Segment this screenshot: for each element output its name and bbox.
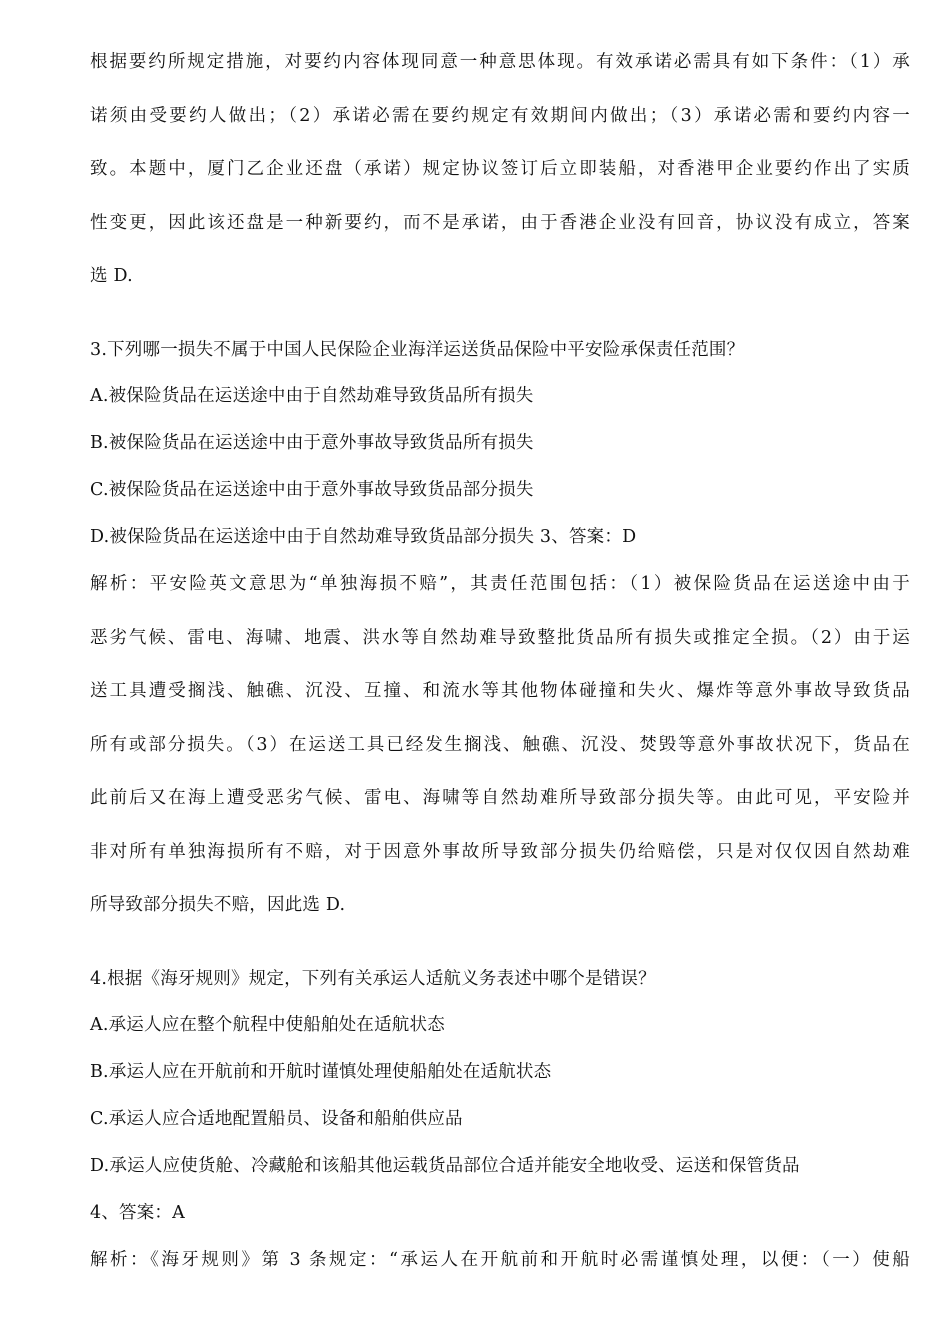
q3-analysis-line: 恶劣气候、雷电、海啸、地震、洪水等自然劫难导致整批货品所有损失或推定全损。（2）由于运 [90,628,910,648]
q4-answer: 4、答案：A [90,1203,185,1223]
q3-option-d-answer: D.被保险货品在运送途中由于自然劫难导致货品部分损失 3、答案：D [90,527,637,547]
paragraph-line: 根据要约所规定措施，对要约内容体现同意一种意思体现。有效承诺必需具有如下条件：（1）承 [90,52,910,72]
q3-analysis-line: 非对所有单独海损所有不赔，对于因意外事故所导致部分损失仍给赔偿，只是对仅仅因自然劫难 [90,842,910,862]
paragraph-line: 选 D. [90,266,133,286]
q3-analysis-line: 所导致部分损失不赔，因此选 D. [90,895,346,915]
q3-option-c: C.被保险货品在运送途中由于意外事故导致货品部分损失 [90,480,534,500]
question-3: 3.下列哪一损失不属于中国人民保险企业海洋运送货品保险中平安险承保责任范围？ [90,340,745,360]
q3-option-b: B.被保险货品在运送途中由于意外事故导致货品所有损失 [90,433,534,453]
paragraph-line: 诺须由受要约人做出；（2）承诺必需在要约规定有效期间内做出；（3）承诺必需和要约内容一 [90,106,910,126]
q3-option-a: A.被保险货品在运送途中由于自然劫难导致货品所有损失 [90,386,534,406]
q3-analysis-line: 解析：平安险英文意思为“单独海损不赔”，其责任范围包括：（1）被保险货品在运送途中由于 [90,574,910,594]
paragraph-line: 性变更，因此该还盘是一种新要约，而不是承诺，由于香港企业没有回音，协议没有成立，答案 [90,213,910,233]
paragraph-line: 致。本题中，厦门乙企业还盘（承诺）规定协议签订后立即装船，对香港甲企业要约作出了实质 [90,159,910,179]
q4-option-d: D.承运人应使货舱、冷藏舱和该船其他运载货品部位合适并能安全地收受、运送和保管货品 [90,1156,800,1176]
question-4: 4.根据《海牙规则》规定，下列有关承运人适航义务表述中哪个是错误？ [90,969,656,989]
q4-option-b: B.承运人应在开航前和开航时谨慎处理使船舶处在适航状态 [90,1062,552,1082]
q4-analysis-line: 解析：《海牙规则》第 3 条规定：“承运人在开航前和开航时必需谨慎处理，以便：（一）使船 [90,1250,910,1270]
q3-analysis-line: 此前后又在海上遭受恶劣气候、雷电、海啸等自然劫难所导致部分损失等。由此可见，平安险并 [90,788,910,808]
q4-option-c: C.承运人应合适地配置船员、设备和船舶供应品 [90,1109,463,1129]
q3-analysis-line: 送工具遭受搁浅、触礁、沉没、互撞、和流水等其他物体碰撞和失火、爆炸等意外事故导致货品 [90,681,910,701]
q4-option-a: A.承运人应在整个航程中使船舶处在适航状态 [90,1015,445,1035]
q3-analysis-line: 所有或部分损失。（3）在运送工具已经发生搁浅、触礁、沉没、焚毁等意外事故状况下，货品在 [90,735,910,755]
